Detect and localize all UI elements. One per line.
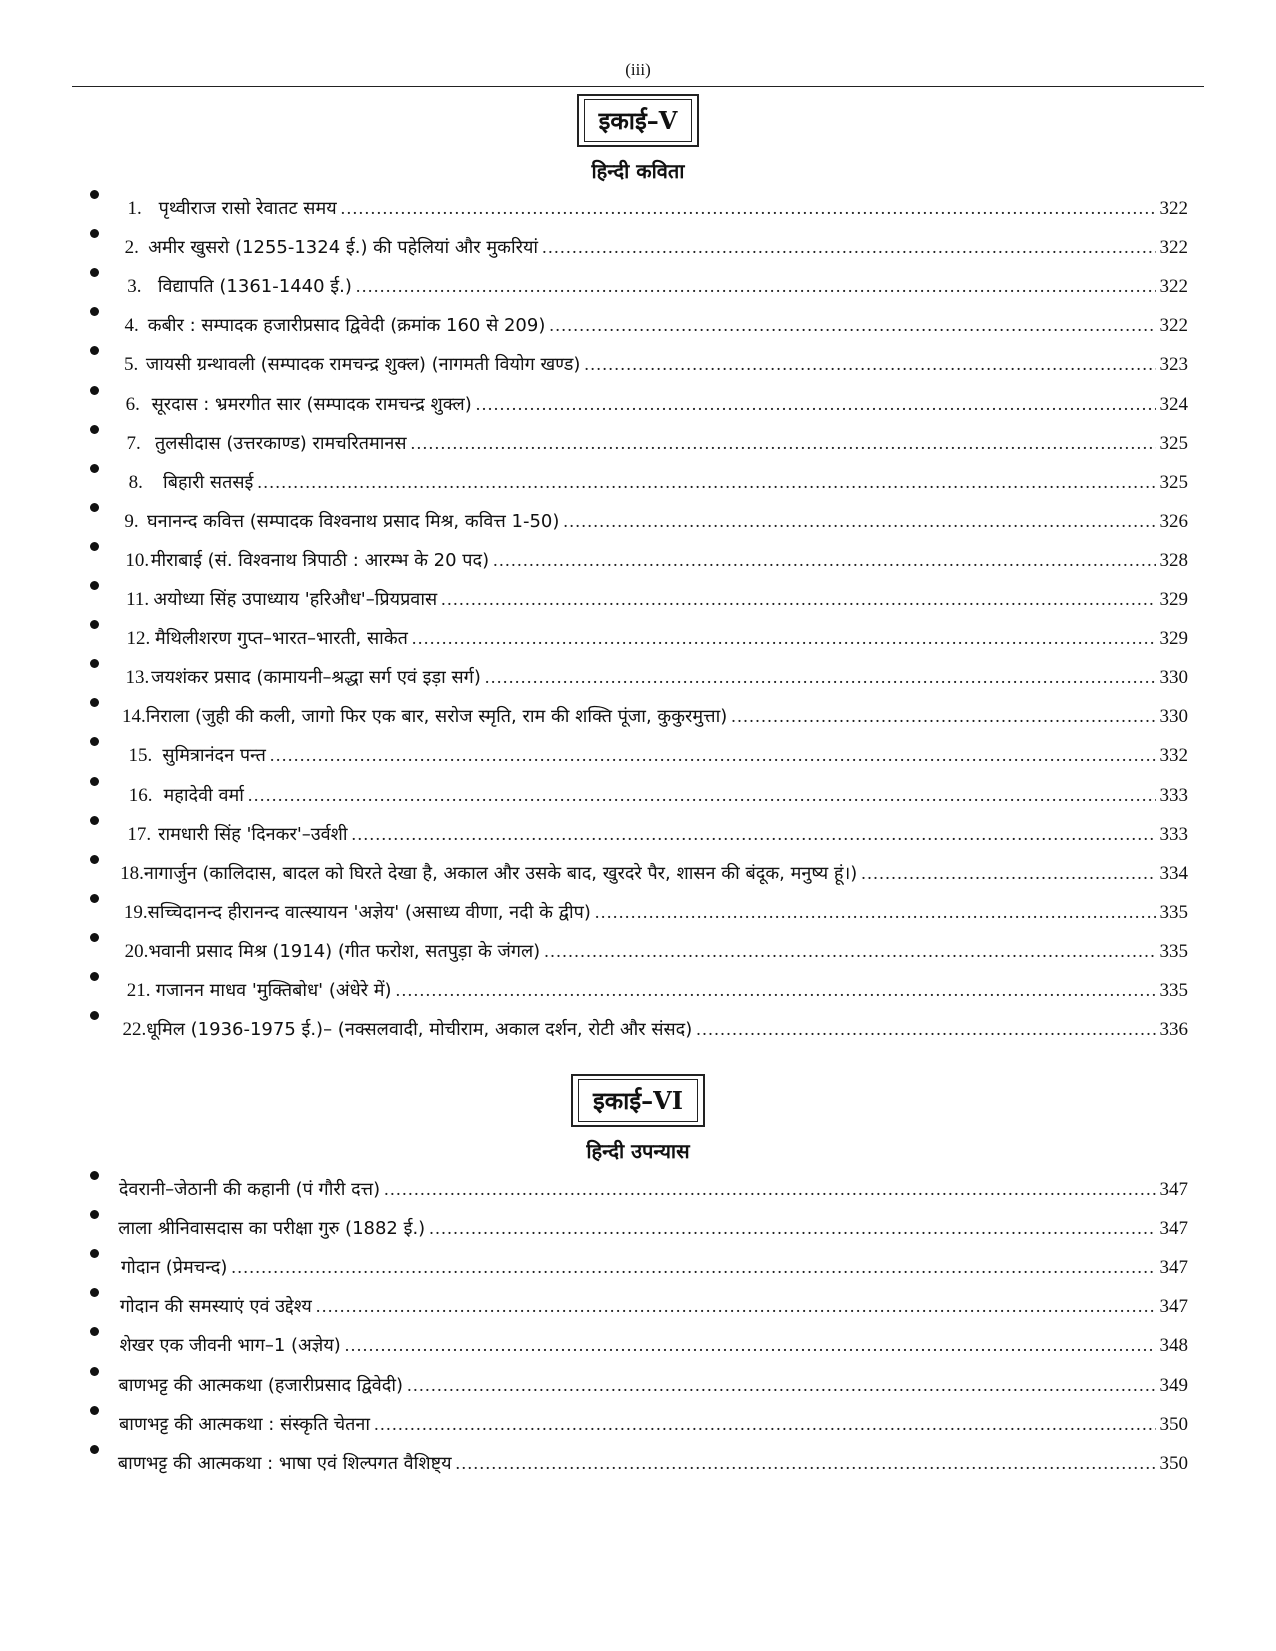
toc-entry-page: 347 [1159,1296,1188,1318]
toc-entry-title: अयोध्या सिंह उपाध्याय 'हरिऔध'–प्रियप्रवास [153,589,438,610]
dot-leader [493,550,1155,571]
bullet-icon [90,1259,103,1273]
toc-entry-page: 350 [1159,1452,1188,1474]
toc-entry-number: 3. [127,276,142,298]
toc-entry-title: सच्चिदानन्द हीरानन्द वात्स्यायन 'अज्ञेय' (असाध्य वीणा, नदी के द्वीप) [147,901,591,923]
toc-entry-page: 335 [1159,901,1188,923]
toc-entry[interactable] [90,431,1188,461]
toc-entry-page: 333 [1159,784,1188,806]
toc-entry-page: 349 [1159,1374,1188,1396]
toc-entry-title: तुलसीदास (उत्तरकाण्ड) रामचरितमानस [155,432,407,454]
toc-entry-title: अमीर खुसरो (1255-1324 ई.) की पहेलियां और मुकरियां [148,237,539,259]
toc-entry[interactable] [90,1294,1188,1324]
header-divider [72,86,1204,87]
toc-entry-title: गोदान (प्रेमचन्द) [121,1257,228,1279]
toc-entry-number: 19. [123,901,148,923]
toc-entry[interactable] [90,783,1188,813]
toc-entry-title: मैथिलीशरण गुप्त–भारत–भारती, साकेत [154,628,408,650]
toc-entry[interactable] [90,587,1188,617]
toc-entry-number: 22. [122,1019,147,1041]
toc-entry-number: 12. [126,628,151,650]
toc-entry-title: सुमित्रानंदन पन्त [162,745,266,767]
bullet-icon [90,630,100,644]
toc-entry-page: 329 [1159,628,1188,650]
dot-leader [542,237,1155,258]
dot-leader [384,1179,1155,1200]
toc-entry-number: 5. [124,354,139,376]
bullet-icon [90,1220,100,1234]
toc-entry-number: 14. [121,706,146,728]
dot-leader [563,511,1155,532]
bullet-icon [90,200,101,214]
toc-entry-title: बाणभट्ट की आत्मकथा : संस्कृति चेतना [119,1413,371,1435]
unit-6-title: हिन्दी उपन्यास [586,1139,690,1163]
toc-entry-title: बाणभट्ट की आत्मकथा : भाषा एवं शिल्पगत वैशिष्ट्य [117,1452,452,1474]
toc-entry-number: 2. [124,237,139,259]
unit-5-title: हिन्दी कविता [591,159,685,183]
toc-entry[interactable] [90,470,1188,500]
bullet-icon [90,1416,101,1430]
bullet-icon [90,747,102,761]
toc-entry-title: विद्यापति (1361-1440 ई.) [157,276,352,298]
toc-entry-page: 335 [1159,940,1188,962]
dot-leader [374,1414,1155,1435]
dot-leader [316,1296,1156,1317]
dot-leader [861,863,1155,884]
page-number: (iii) [625,60,651,79]
toc-entry-title: रामधारी सिंह 'दिनकर'–उर्वशी [158,823,348,845]
bullet-icon [90,1021,96,1035]
toc-entry-number: 17. [127,823,152,845]
bullet-icon [90,591,100,605]
toc-entry-title: नागार्जुन (कालिदास, बादल को घिरते देखा है, अकाल और उसके बाद, खुरदरे पैर, शासन की बंदूक, मनुष्य हूं।) [143,862,858,884]
dot-leader [257,472,1155,493]
toc-entry-number: 1. [127,198,142,219]
toc-entry[interactable] [90,1216,1188,1246]
toc-entry-title: निराला (जुही की कली, जागो फिर एक बार, सरोज स्मृति, राम की शक्ति पूंजा, कुकुरमुत्ता) [145,706,728,728]
bullet-icon [90,904,98,918]
toc-entry[interactable] [90,861,1188,891]
bullet-icon [90,708,96,722]
dot-leader [544,941,1155,962]
toc-entry-page: 330 [1159,667,1188,689]
toc-entry-title: देवरानी–जेठानी की कहानी (पं गौरी दत्त) [118,1179,381,1200]
bullet-icon [90,513,98,527]
toc-entry-page: 348 [1159,1335,1188,1357]
bullet-icon [90,865,94,879]
toc-entry[interactable] [90,900,1188,930]
toc-entry[interactable] [90,1451,1188,1481]
bullet-icon [90,669,99,683]
bullet-icon [90,474,103,488]
toc-entry-page: 328 [1159,549,1188,571]
bullet-icon [90,552,99,566]
toc-entry[interactable] [90,1255,1188,1285]
toc-entry-title: गोदान की समस्याएं एवं उद्देश्य [119,1296,312,1318]
toc-entry-page: 347 [1159,1179,1188,1200]
toc-entry-page: 330 [1159,706,1188,728]
unit-5-label-box [577,94,700,147]
toc-entry[interactable] [90,352,1188,382]
toc-entry[interactable] [90,313,1188,343]
toc-entry-title: गजानन माधव 'मुक्तिबोध' (अंधेरे में) [155,980,392,1001]
bullet-icon [90,396,100,410]
dot-leader [356,276,1156,297]
toc-entry-title: बाणभट्ट की आत्मकथा (हजारीप्रसाद द्विवेदी) [118,1374,404,1396]
bullet-icon [90,435,101,449]
toc-entry-number: 6. [125,393,140,415]
toc-entry[interactable] [90,743,1188,773]
bullet-icon [90,943,99,957]
toc-entry-title: महादेवी वर्मा [163,784,244,806]
toc-entry-number: 11. [126,589,150,610]
toc-entry-page: 350 [1159,1413,1188,1435]
toc-entry-page: 347 [1159,1257,1188,1279]
toc-entry[interactable] [90,704,1188,734]
toc-entry-title: कबीर : सम्पादक हजारीप्रसाद द्विवेदी (क्रमांक 160 से 209) [147,315,546,337]
toc-entry-page: 325 [1159,471,1188,493]
dot-leader [231,1257,1155,1278]
toc-entry-page: 336 [1159,1019,1188,1041]
bullet-icon [90,1181,101,1195]
bullet-icon [90,787,103,801]
toc-entry[interactable] [90,665,1188,695]
toc-entry-title: मीराबाई (सं. विश्वनाथ त्रिपाठी : आरम्भ के 20 पद) [150,549,490,571]
bullet-icon [90,1298,102,1312]
toc-entry-page: 322 [1159,276,1188,298]
dot-leader [396,980,1156,1001]
toc-entry-title: सूरदास : भ्रमरगीत सार (सम्पादक रामचन्द्र शुक्ल) [151,393,472,415]
toc-entry-page: 322 [1159,315,1189,337]
dot-leader [270,745,1156,766]
toc-entry[interactable] [90,392,1188,422]
bullet-icon [90,1337,101,1351]
toc-entry-page: 326 [1159,510,1188,532]
toc-entry[interactable] [90,978,1188,1008]
toc-entry-title: धूमिल (1936-1975 ई.)– (नक्सलवादी, मोचीराम, अकाल दर्शन, रोटी और संसद) [146,1019,693,1041]
toc-entry-page: 329 [1159,589,1189,610]
toc-entry-title: पृथ्वीराज रासो रेवातट समय [158,198,337,219]
bullet-icon [90,982,101,996]
dot-leader [248,785,1156,806]
toc-entry-page: 334 [1159,862,1188,884]
bullet-icon [90,317,99,331]
toc-entry-page: 324 [1159,393,1188,415]
bullet-icon [90,278,101,292]
toc-entry-page: 347 [1159,1218,1188,1240]
bullet-icon [90,826,101,840]
toc-entry-number: 10. [125,549,150,571]
toc-entry-number: 4. [124,315,139,337]
toc-entry-page: 325 [1159,432,1188,454]
bullet-icon [90,356,98,370]
dot-leader [345,1335,1156,1356]
dot-leader [407,1375,1155,1396]
toc-entry-number: 7. [126,432,141,454]
toc-entry-page: 322 [1159,198,1188,219]
toc-entry[interactable] [90,548,1188,578]
toc-entry-page: 335 [1159,980,1188,1001]
unit-6-heading [0,1074,1276,1164]
toc-entry-number: 13. [125,667,150,689]
toc-entry[interactable] [90,235,1188,265]
toc-entry-number: 16. [128,784,153,806]
toc-entry-number: 18. [120,862,144,884]
toc-entry-title: जयशंकर प्रसाद (कामायनी–श्रद्धा सर्ग एवं इड़ा सर्ग) [151,667,481,689]
dot-leader [456,1453,1156,1474]
dot-leader [412,628,1156,649]
toc-entry[interactable] [90,1333,1188,1363]
dot-leader [476,394,1156,415]
toc-entry-page: 333 [1159,823,1188,845]
toc-entry-title: जायसी ग्रन्थावली (सम्पादक रामचन्द्र शुक्ल) (नागमती वियोग खण्ड) [145,354,581,376]
toc-entry-title: लाला श्रीनिवासदास का परीक्षा गुरु (1882 ई.) [118,1218,426,1240]
unit-5-heading [0,94,1276,184]
toc-entry[interactable] [90,1412,1188,1442]
toc-entry[interactable] [90,822,1188,852]
toc-entry-title: भवानी प्रसाद मिश्र (1914) (गीत फरोश, सतपुड़ा के जंगल) [148,940,541,962]
toc-entry-title: बिहारी सतसई [163,471,254,493]
dot-leader [584,354,1155,375]
toc-entry[interactable] [90,1017,1188,1047]
dot-leader [341,198,1156,219]
dot-leader [549,315,1155,336]
bullet-icon [90,239,99,253]
toc-entry[interactable] [90,274,1188,304]
toc-entry[interactable] [90,626,1188,656]
toc-entry-page: 322 [1159,237,1188,259]
bullet-icon [90,1377,101,1391]
dot-leader [595,902,1156,923]
toc-entry[interactable] [90,196,1188,226]
dot-leader [411,433,1156,454]
toc-entry[interactable] [90,509,1188,539]
dot-leader [429,1218,1155,1239]
toc-entry-number: 15. [128,745,153,767]
toc-entry-page: 323 [1159,354,1188,376]
dot-leader [441,589,1155,610]
dot-leader [485,667,1156,688]
unit-6-label-box [571,1074,705,1127]
toc-entry[interactable] [90,939,1188,969]
toc-entry-number: 8. [128,471,143,493]
toc-entry-title: घनानन्द कवित्त (सम्पादक विश्वनाथ प्रसाद मिश्र, कवित्त 1-50) [147,510,560,532]
bullet-icon [90,1455,100,1469]
unit-6-label: इकाई–VI [578,1079,698,1122]
toc-entry-number: 21. [126,980,151,1001]
toc-entry-number: 9. [124,510,139,532]
unit-5-label: इकाई–V [584,99,693,142]
dot-leader [696,1019,1155,1040]
dot-leader [731,706,1155,727]
toc-entry[interactable] [90,1177,1188,1207]
toc-entry-title: शेखर एक जीवनी भाग–1 (अज्ञेय) [119,1335,341,1357]
toc-entry-number: 20. [124,940,149,962]
toc-entry-page: 332 [1159,745,1188,767]
toc-entry[interactable] [90,1373,1188,1403]
dot-leader [352,824,1156,845]
